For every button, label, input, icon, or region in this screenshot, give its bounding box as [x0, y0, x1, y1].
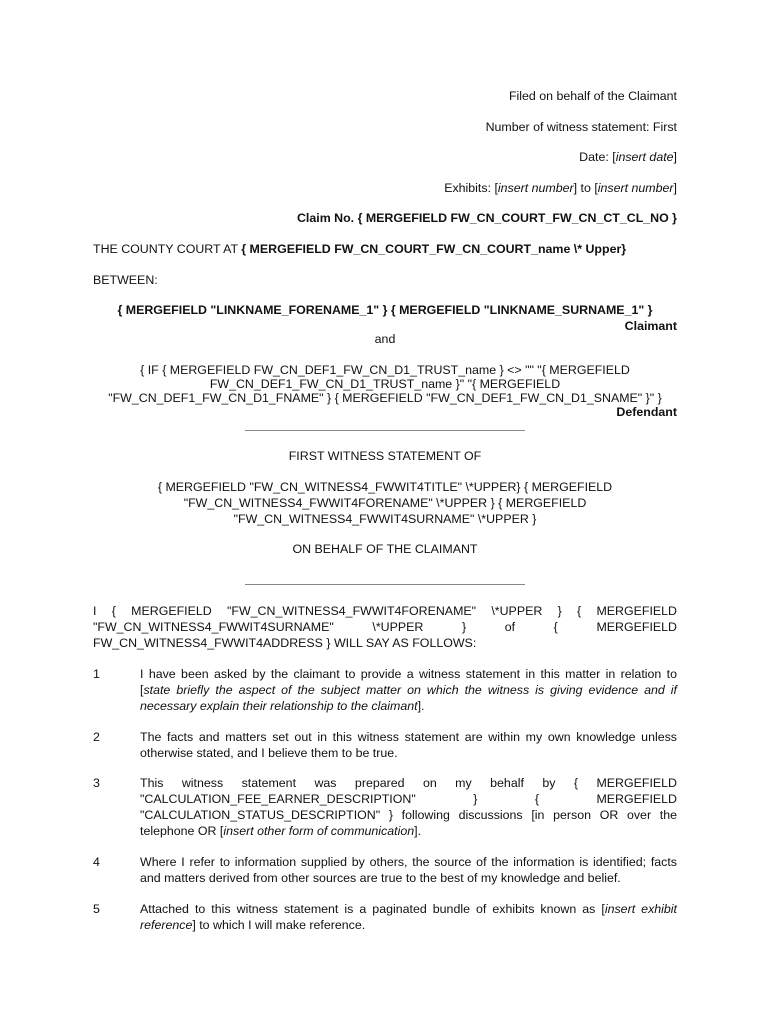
defendant-line-2: FW_CN_DEF1_FW_CN_D1_TRUST_name }" "{ MERGEFIELD	[209, 377, 561, 391]
and-label: and	[374, 332, 396, 346]
intro-line-2: "FW_CN_WITNESS4_FWWIT4SURNAME" \*UPPER } of { MERGEFIELD	[93, 620, 677, 634]
witness-line-2: "FW_CN_WITNESS4_FWWIT4FORENAME" \*UPPER } { MERGEFIELD	[183, 496, 587, 510]
defendant-role: Defendant	[616, 405, 677, 419]
date-line: Date: [insert date]	[579, 150, 677, 164]
paragraph-body: The facts and matters set out in this witness statement are within my own knowledge unless otherwise stated, and I believe them to be true.	[140, 730, 677, 760]
intro-line-3: FW_CN_WITNESS4_FWWIT4ADDRESS } WILL SAY AS FOLLOWS:	[93, 636, 477, 650]
filed-on-behalf: Filed on behalf of the Claimant	[508, 89, 677, 103]
paragraph-body: Attached to this witness statement is a paginated bundle of exhibits known as [insert exhibit reference] to which I will make reference.	[140, 902, 677, 932]
witness-line-3: "FW_CN_WITNESS4_FWWIT4SURNAME" \*UPPER }	[233, 512, 537, 526]
court-line: THE COUNTY COURT AT { MERGEFIELD FW_CN_COURT_FW_CN_COURT_name \* Upper}	[93, 242, 627, 256]
paragraph-number: 5	[93, 902, 100, 916]
paragraph-number: 4	[93, 855, 100, 869]
paragraph-body: This witness statement was prepared on my behalf by { MERGEFIELD "CALCULATION_FEE_EARNER_DESCRIPTION" } { MERGEFIELD "CALCULATION_STATUS_DESCRIPTION" } following discussions [in person OR over the telephone OR [insert other form of communication].	[140, 776, 677, 838]
on-behalf-heading: ON BEHALF OF THE CLAIMANT	[292, 542, 478, 556]
paragraph-3	[93, 775, 677, 839]
defendant-line-3: "FW_CN_DEF1_FW_CN_D1_FNAME" } { MERGEFIELD "FW_CN_DEF1_FW_CN_D1_SNAME" }" }	[108, 391, 662, 405]
paragraph-number: 2	[93, 730, 100, 744]
statement-heading: FIRST WITNESS STATEMENT OF	[288, 449, 482, 463]
intro-line-1: I { MERGEFIELD "FW_CN_WITNESS4_FWWIT4FORENAME" \*UPPER } { MERGEFIELD	[93, 604, 677, 618]
paragraph-number: 3	[93, 776, 100, 790]
divider-top	[245, 430, 525, 431]
claimant-role: Claimant	[624, 319, 677, 333]
paragraph-body: Where I refer to information supplied by others, the source of the information is identified; facts and matters derived from other sources are true to the best of my knowledge and belief.	[140, 855, 677, 885]
date-placeholder: insert date	[615, 150, 674, 164]
claimant-field: { MERGEFIELD "LINKNAME_FORENAME_1" } { MERGEFIELD "LINKNAME_SURNAME_1" }	[117, 303, 653, 317]
statement-number: Number of witness statement: First	[485, 120, 677, 134]
exhibits-line: Exhibits: [insert number] to [insert number]	[444, 181, 677, 195]
paragraph-4	[93, 854, 677, 886]
paragraph-5	[93, 901, 677, 933]
between-label: BETWEEN:	[93, 273, 158, 287]
paragraph-2	[93, 729, 677, 761]
paragraph-1	[93, 666, 677, 714]
paragraph-body: I have been asked by the claimant to provide a witness statement in this matter in relation to [state briefly the aspect of the subject matter on which the witness is giving evidence and if necessary explain their relationship to the claimant].	[140, 667, 677, 713]
paragraph-number: 1	[93, 667, 100, 681]
divider-bottom	[245, 584, 525, 585]
claim-number: Claim No. { MERGEFIELD FW_CN_COURT_FW_CN_CT_CL_NO }	[296, 211, 677, 225]
defendant-line-1: { IF { MERGEFIELD FW_CN_DEF1_FW_CN_D1_TRUST_name } <> "" "{ MERGEFIELD	[140, 363, 630, 377]
witness-line-1: { MERGEFIELD "FW_CN_WITNESS4_FWWIT4TITLE" \*UPPER} { MERGEFIELD	[157, 480, 613, 494]
